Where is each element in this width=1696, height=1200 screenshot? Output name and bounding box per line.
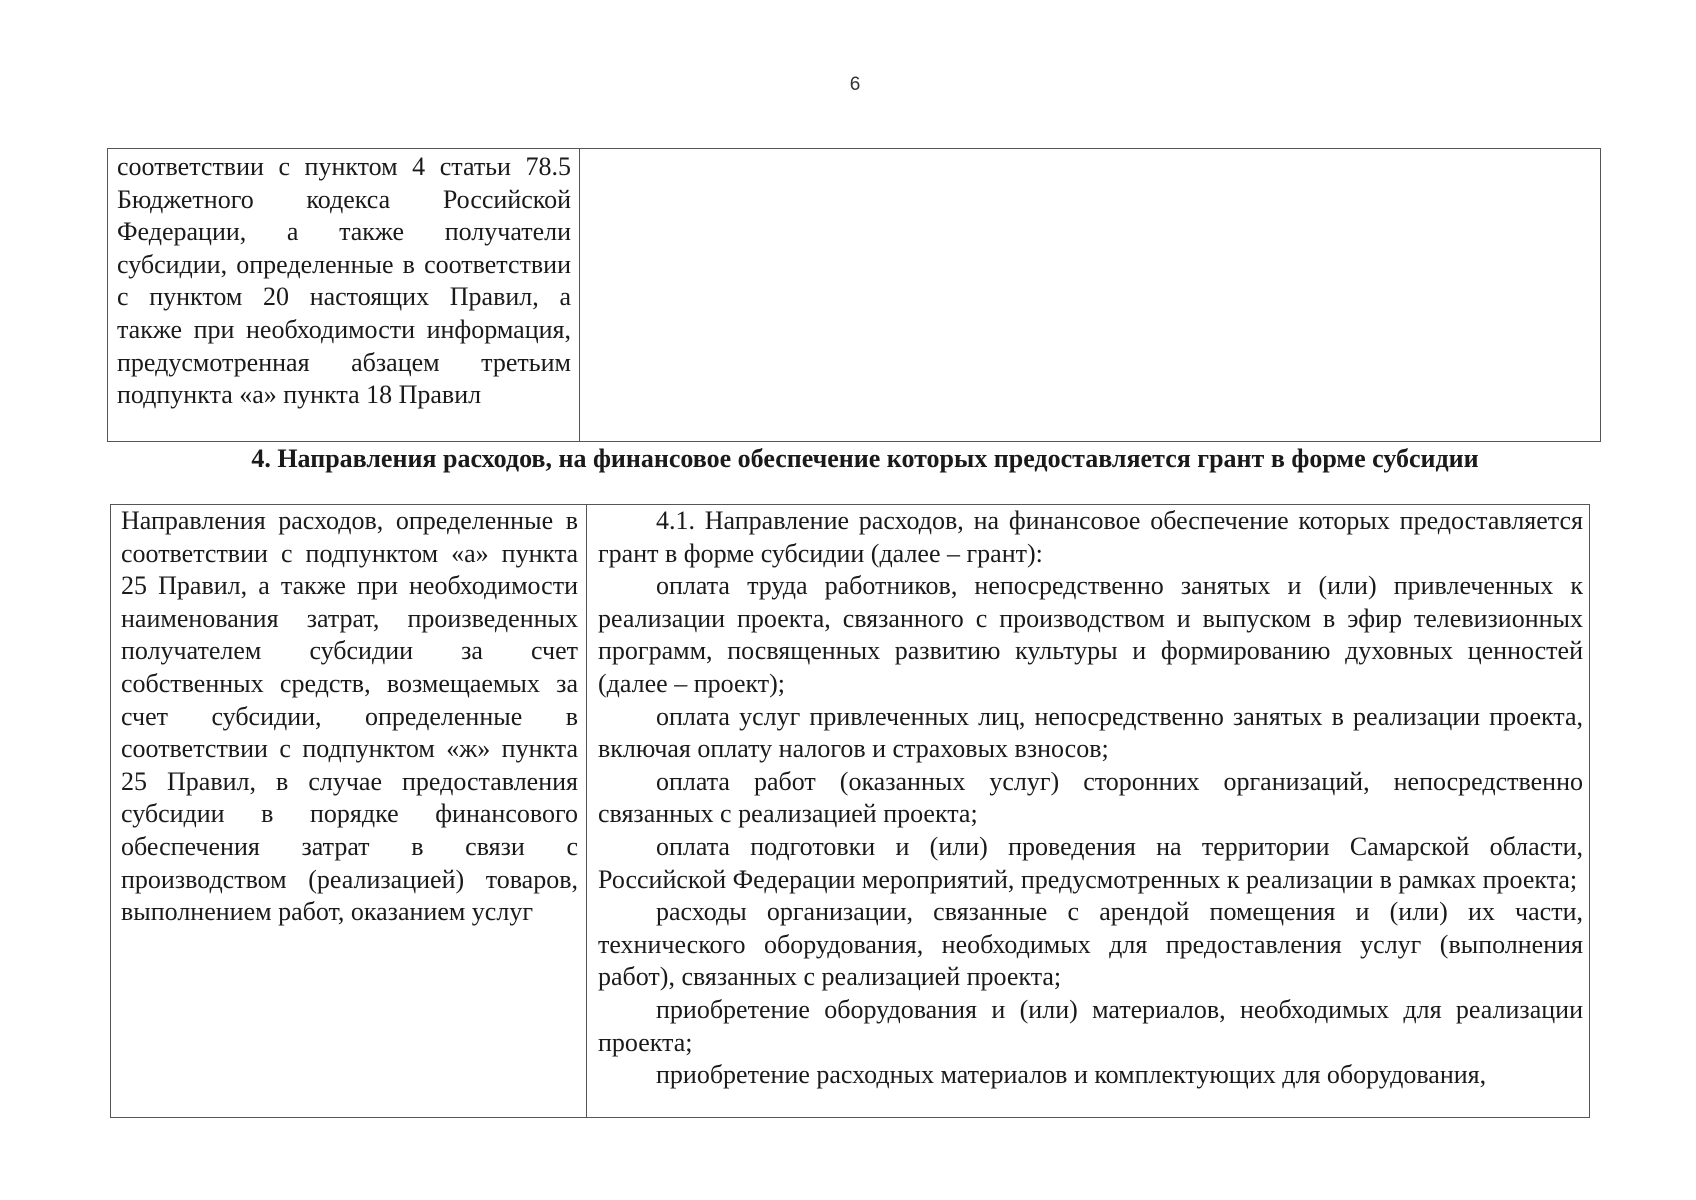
paragraph-item: расходы организации, связанные с арендой помещения и (или) их части, технического оборудования, необходимых для предоставления услуг (выполнения работ), связанных с реализацией проекта; — [598, 897, 1583, 992]
paragraph-item: оплата услуг привлеченных лиц, непосредственно занятых в реализации проекта, включая оплату налогов и страховых взносов; — [598, 701, 1583, 764]
paragraph-item: приобретение расходных материалов и комплектующих для оборудования, — [656, 1060, 1487, 1090]
paragraph-item: оплата подготовки и (или) проведения на территории Самарской области, Российской Федерации мероприятий, предусмотренных к реализации в рамках проекта; — [598, 831, 1583, 894]
page-number: 6 — [849, 74, 861, 95]
paragraph-intro: 4.1. Направление расходов, на финансовое обеспечение которых предоставляется грант в форме субсидии (далее – грант): — [598, 506, 1583, 568]
continuation-table — [107, 148, 1601, 442]
table-cell-right — [587, 505, 1590, 1118]
expense-paragraphs — [587, 505, 1589, 1092]
paragraph-item: оплата работ (оказанных услуг) сторонних организаций, непосредственно связанных с реализацией проекта; — [598, 766, 1583, 829]
paragraph-item: оплата труда работников, непосредственно занятых и (или) привлеченных к реализации проекта, связанного с производством и выпуском в эфир телевизионных программ, посвященных развитию культуры и формированию духовных ценностей (далее – проект); — [598, 571, 1583, 698]
table-row — [108, 149, 1601, 442]
section-heading: 4. Направления расходов, на финансовое обеспечение которых предоставляется грант в форме субсидии — [251, 444, 1479, 473]
table-cell-right — [580, 149, 1601, 442]
table-row — [111, 505, 1590, 1118]
paragraph-item: приобретение оборудования и (или) материалов, необходимых для реализации проекта; — [598, 994, 1583, 1057]
table-cell-left — [108, 149, 580, 442]
cell-text: соответствии с пунктом 4 статьи 78.5 Бюджетного кодекса Российской Федерации, а также получатели субсидии, определенные в соответствии с пунктом 20 настоящих Правил, а также при необходимости информация, предусмотренная абзацем третьим подпункта «а» пункта 18 Правил — [117, 152, 571, 410]
expenses-table — [110, 504, 1590, 1118]
table-cell-left — [111, 505, 587, 1118]
cell-text: Направления расходов, определенные в соответствии с подпунктом «а» пункта 25 Правил, а также при необходимости наименования затрат, произведенных получателем субсидии за счет собственных средств, возмещаемых за счет субсидии, определенные в соответствии с подпунктом «ж» пункта 25 Правил, в случае предоставления субсидии в порядке финансового обеспечения затрат в связи с производством (реализацией) товаров, выполнением работ, оказанием услуг — [121, 506, 578, 927]
